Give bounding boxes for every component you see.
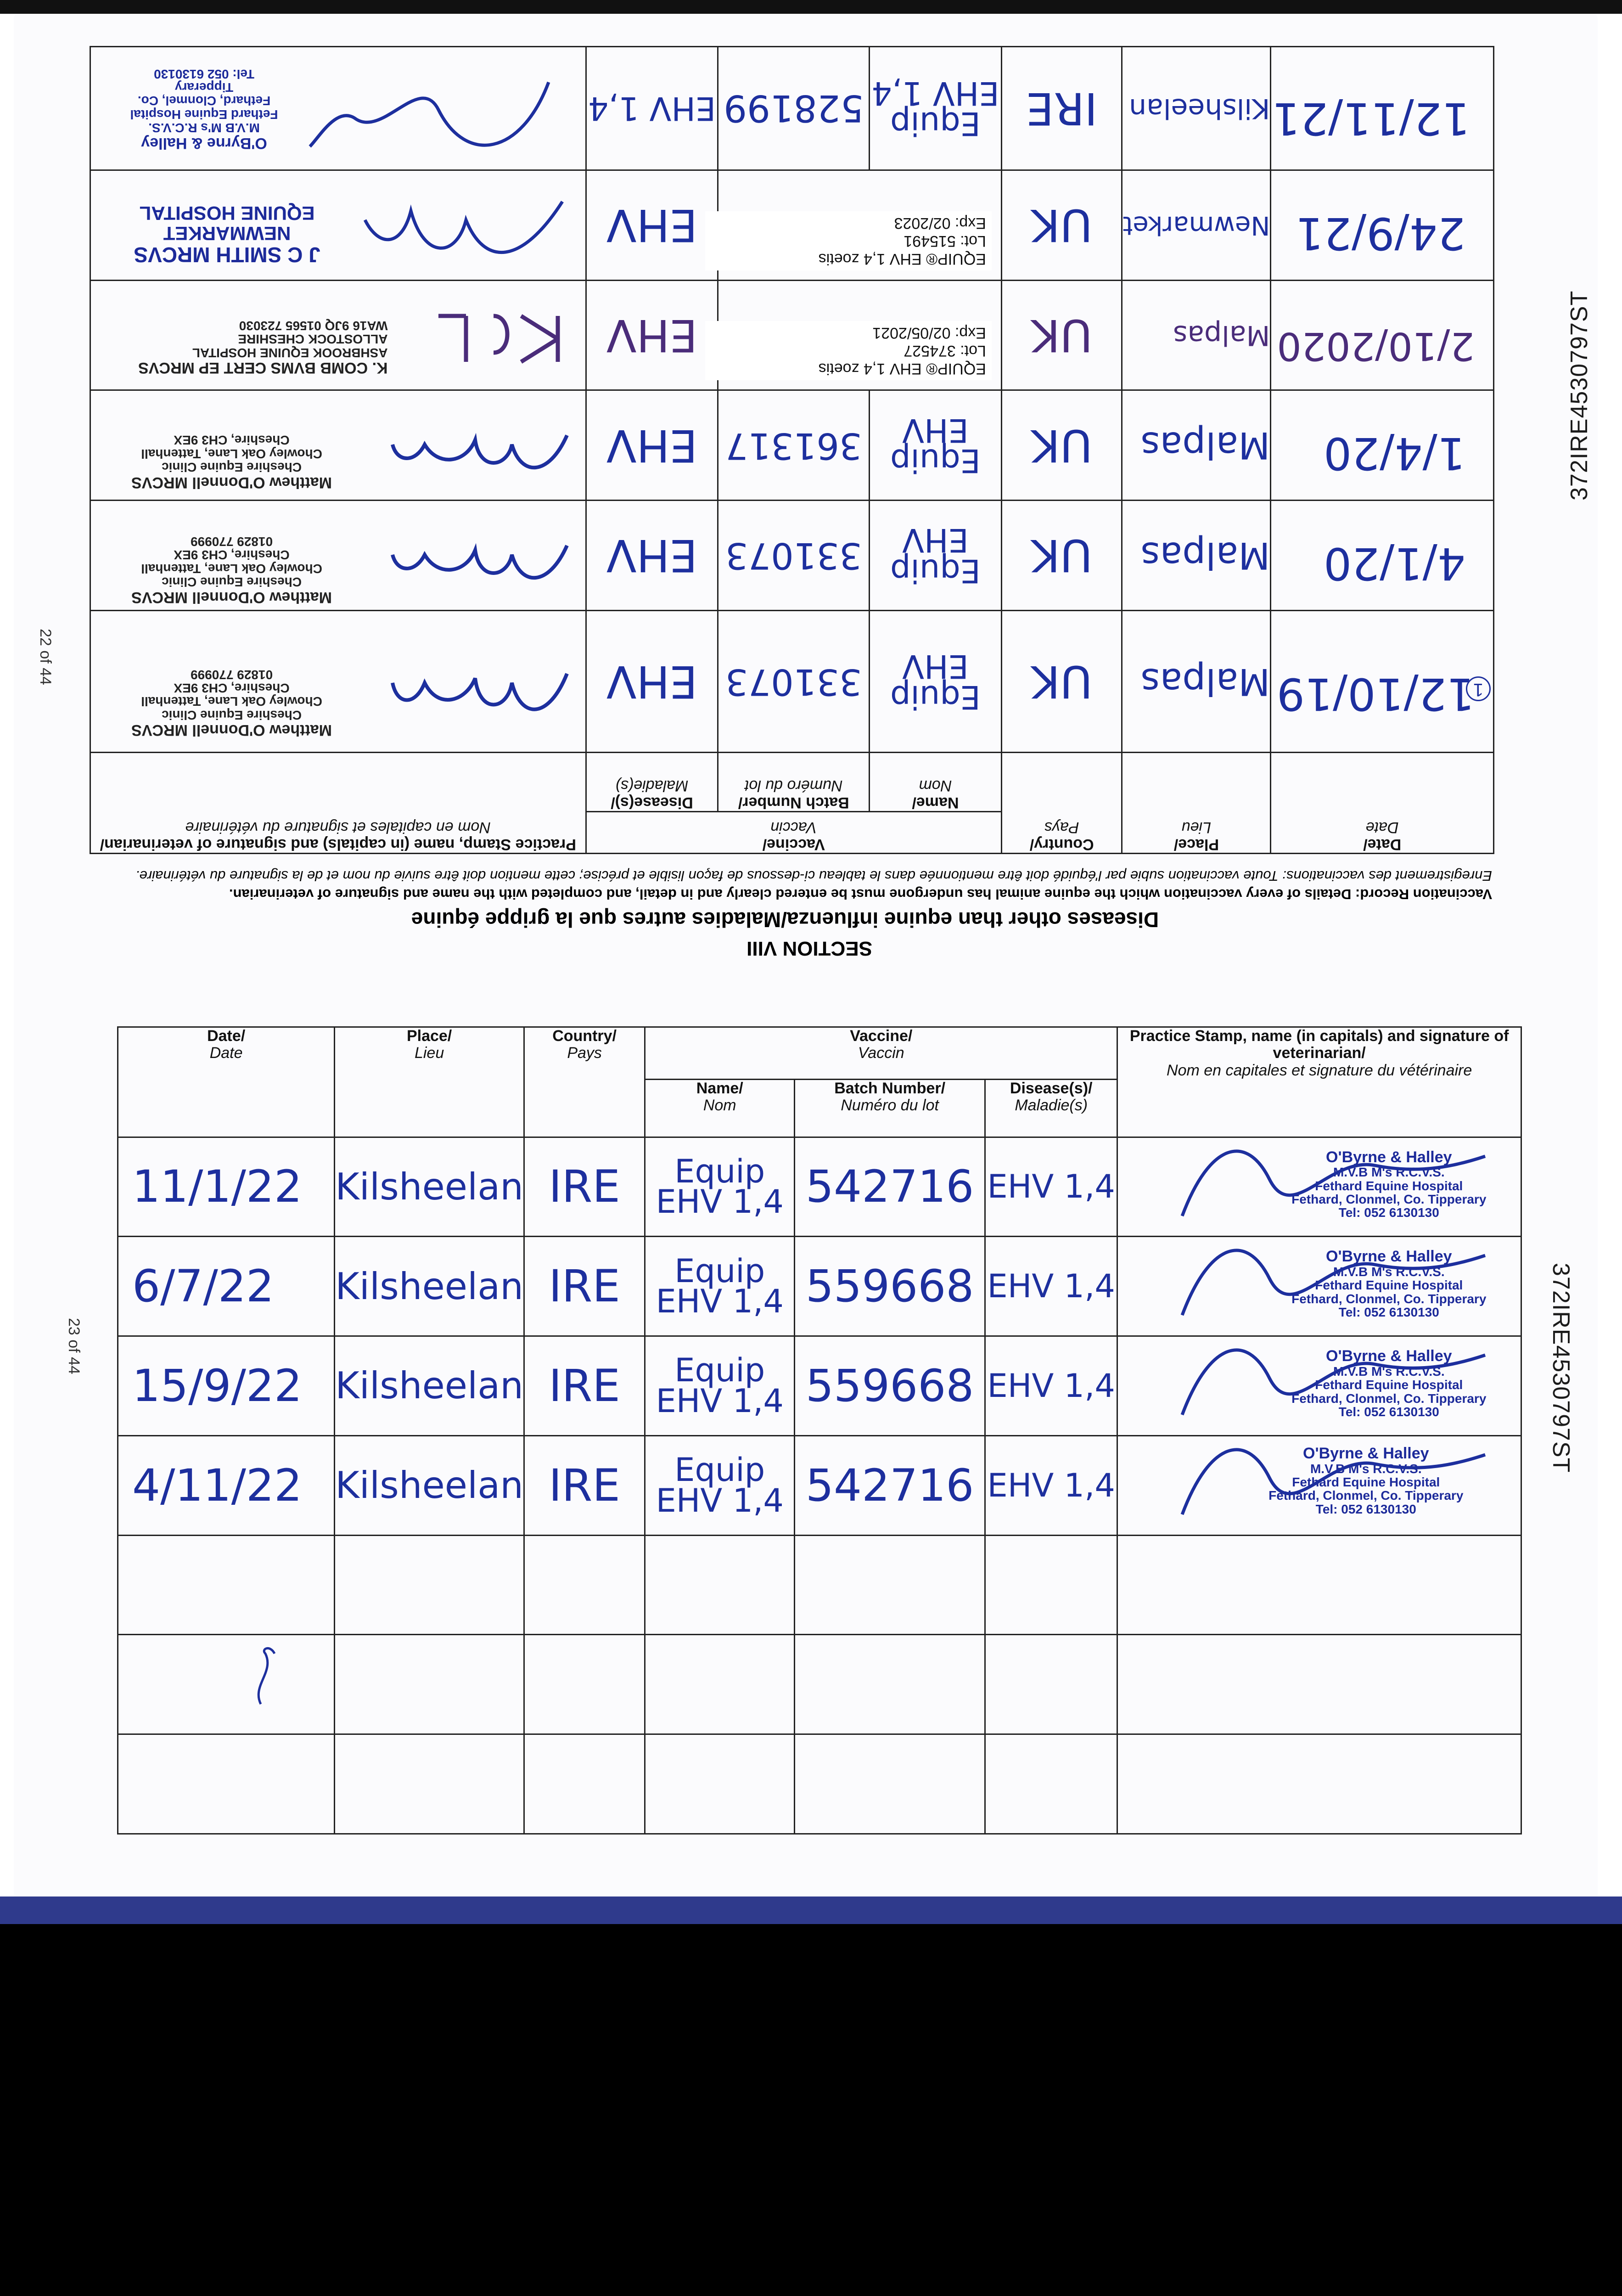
batch-entry: 331073 <box>725 661 862 703</box>
section-title: Diseases other than equine influenza/Maladies autres que la grippe équine <box>411 908 1159 932</box>
vaccine-name-entry: Equip EHV 1,4 <box>656 1351 784 1420</box>
vet-signature <box>1164 1337 1494 1424</box>
vaccine-name-entry: Equip EHV <box>890 411 981 480</box>
vaccine-name-entry: Equip EHV 1,4 <box>871 74 999 143</box>
place-entry: Malpas <box>1140 424 1270 467</box>
col-vaccine: Vaccine/ Vaccin <box>586 812 1001 854</box>
batch-entry: 542716 <box>805 1459 974 1511</box>
place-entry: Kilsheelan <box>335 1165 523 1208</box>
place-entry: Malpas <box>1140 660 1270 703</box>
date-entry: 24/9/21 <box>1295 207 1465 259</box>
vet-stamp: O'Byrne & Halley M.V.B M's R.C.V.S. Fethard Equine Hospital Fethard, Clonmel, Co. Tipperary Tel: 052 6130130 <box>130 67 278 152</box>
page-22-number-holder <box>17 629 73 685</box>
batch-entry: 361317 <box>725 424 862 466</box>
vet-signature <box>383 646 576 738</box>
vaccine-name-entry: Equip EHV 1,4 <box>656 1152 784 1221</box>
table-row <box>90 610 1494 753</box>
vet-stamp: O'Byrne & Halley M.V.B M's R.C.V.S. Fethard Equine Hospital Fethard, Clonmel, Co. Tipperary Tel: 052 6130130 <box>1268 1444 1464 1516</box>
place-entry: Kilsheelan <box>335 1464 523 1507</box>
col-date: Date/ Date <box>118 1027 335 1137</box>
disease-entry: EHV 1,4 <box>987 1466 1115 1504</box>
vet-signature <box>301 68 558 165</box>
table-row <box>90 280 1494 390</box>
batch-entry: 528199 <box>724 87 864 130</box>
col-country: Country/ Pays <box>1001 753 1122 854</box>
vet-stamp: Matthew O'Donnell MRCVS Cheshire Equine Clinic Chowley Oak Lane, Tattenhall Cheshire, CH3 9EX 01829 770999 <box>131 534 332 606</box>
passport-page-22 <box>14 14 1598 960</box>
vet-stamp: K. COMB BVMS CERT EP MRCVS ASHBROOK EQUINE HOSPITAL ALLOSTOCK CHESHIRE WA16 9JQ 01565 723030 <box>138 318 388 377</box>
vet-signature <box>1164 1436 1494 1524</box>
disease-entry: EHV 1,4 <box>588 90 716 128</box>
disease-entry: EHV 1,4 <box>987 1267 1115 1305</box>
id-holder-bottom <box>1548 1263 1622 1473</box>
vet-stamp: J C SMITH MRCVS NEWMARKET EQUINE HOSPITAL <box>134 203 320 267</box>
vaccination-table-22 <box>90 46 1494 854</box>
col-place: Place/ Lieu <box>335 1027 524 1137</box>
date-entry: 4/1/20 <box>1324 537 1465 589</box>
vaccine-sticker: EQUIP® EHV 1,4 zoetis Lot: 515491 Exp: 02/2023 <box>705 211 992 270</box>
vet-stamp: O'Byrne & Halley M.V.B M's R.C.V.S. Fethard Equine Hospital Fethard, Clonmel, Co. Tipperary Tel: 052 6130130 <box>1291 1248 1487 1320</box>
disease-entry: EHV <box>606 199 698 251</box>
vet-stamp: O'Byrne & Halley M.V.B M's R.C.V.S. Fethard Equine Hospital Fethard, Clonmel, Co. Tipperary Tel: 052 6130130 <box>1291 1148 1487 1220</box>
vaccine-name-entry: Equip EHV 1,4 <box>656 1451 784 1519</box>
country-entry: UK <box>1031 656 1093 708</box>
col-batch: Batch Number/ Numéro du lot <box>795 1080 985 1137</box>
scan-background <box>0 1924 1622 2296</box>
empty-row <box>118 1734 1521 1834</box>
vet-signature <box>383 412 576 490</box>
scan-edge-top <box>0 0 1622 14</box>
batch-entry: 559668 <box>805 1261 974 1312</box>
table-row <box>118 1137 1521 1237</box>
country-entry: IRE <box>1026 82 1098 134</box>
vet-stamp: Matthew O'Donnell MRCVS Cheshire Equine Clinic Chowley Oak Lane, Tattenhall Cheshire, CH3 9EX <box>131 433 332 491</box>
disease-entry: EHV <box>606 419 698 471</box>
section-heading: SECTION VIII <box>746 937 872 960</box>
col-stamp: Practice Stamp, name (in capitals) and signature of veterinarian/ Nom en capitales et signature du vétérinaire <box>1117 1027 1521 1137</box>
country-entry: IRE <box>549 1360 620 1412</box>
col-place: Place/ Lieu <box>1122 753 1271 854</box>
col-date: Date/ Date <box>1271 753 1494 854</box>
row-index: 1 <box>1466 676 1491 701</box>
empty-row <box>118 1635 1521 1734</box>
batch-entry: 559668 <box>805 1360 974 1412</box>
vaccine-sticker: EQUIP® EHV 1,4 zoetis Lot: 374527 Exp: 02/05/2021 <box>705 321 992 380</box>
place-entry: Kilsheelan <box>335 1364 523 1407</box>
date-entry: 12/11/21 <box>1272 92 1470 144</box>
table-row <box>90 47 1494 170</box>
date-entry: 15/9/22 <box>132 1360 303 1412</box>
vet-stamp: Matthew O'Donnell MRCVS Cheshire Equine Clinic Chowley Oak Lane, Tattenhall Cheshire, CH3 9EX 01829 770999 <box>131 667 332 739</box>
date-entry: 11/1/22 <box>132 1161 303 1213</box>
col-stamp: Practice Stamp, name (in capitals) and signature of veterinarian/ Nom en capitales et signature du vétérinaire <box>90 753 586 854</box>
table-row <box>118 1237 1521 1336</box>
date-entry: 2/10/2020 <box>1277 324 1475 369</box>
col-name: Name/ Nom <box>870 753 1002 812</box>
place-entry: Malpas <box>1140 534 1270 577</box>
passport-page-23 <box>14 960 1598 1896</box>
passport-id: 372IRE4530797ST <box>1566 290 1593 501</box>
passport-id: 372IRE4530797ST <box>1548 1263 1574 1473</box>
intro-text-fr: Enregistrement des vaccinations: Toute vaccination subie par l'équidé doit être mentionnée dans le tableau ci-dessous de façon lisible et précise; cette mention doit être suivie du nom et de la signature du vétérinaire. <box>135 868 1492 884</box>
col-country: Country/ Pays <box>524 1027 645 1137</box>
place-entry: Newmarket <box>1122 210 1270 240</box>
passport-cover-edge <box>0 1896 1622 1924</box>
id-holder-top <box>1566 290 1622 528</box>
table-row <box>118 1336 1521 1436</box>
vaccination-table-23 <box>117 1026 1522 1835</box>
col-disease: Disease(s)/ Maladie(s) <box>985 1080 1117 1137</box>
vet-signature <box>356 188 576 275</box>
disease-entry: EHV 1,4 <box>987 1367 1115 1405</box>
batch-entry: 542716 <box>805 1161 974 1213</box>
date-entry: 4/11/22 <box>132 1459 303 1511</box>
disease-entry: EHV <box>606 309 698 361</box>
vet-signature <box>1164 1138 1494 1225</box>
vet-signature <box>393 302 576 380</box>
page-number: 23 of 44 <box>65 1318 83 1374</box>
place-entry: Kilsheelan <box>1129 92 1270 124</box>
country-entry: UK <box>1031 529 1093 581</box>
page-22-rotated <box>14 14 1598 960</box>
vet-signature <box>383 523 576 601</box>
table-row <box>90 390 1494 501</box>
country-entry: IRE <box>549 1161 620 1213</box>
vet-signature <box>1164 1237 1494 1324</box>
country-entry: UK <box>1031 309 1093 361</box>
vet-stamp: O'Byrne & Halley M.V.B M's R.C.V.S. Fethard Equine Hospital Fethard, Clonmel, Co. Tipperary Tel: 052 6130130 <box>1291 1347 1487 1419</box>
place-entry: Malpas <box>1173 319 1270 351</box>
date-entry: 6/7/22 <box>132 1261 274 1312</box>
vaccine-name-entry: Equip EHV <box>890 647 981 716</box>
col-batch: Batch Number/ Numéro du lot <box>718 753 870 812</box>
batch-entry: 331073 <box>725 535 862 576</box>
country-entry: IRE <box>549 1459 620 1511</box>
col-vaccine: Vaccine/ Vaccin <box>645 1027 1117 1080</box>
page-number: 22 of 44 <box>37 629 55 685</box>
disease-entry: EHV <box>606 656 698 708</box>
country-entry: UK <box>1031 199 1093 251</box>
country-entry: IRE <box>549 1261 620 1312</box>
col-name: Name/ Nom <box>645 1080 795 1137</box>
col-disease: Disease(s)/ Maladie(s) <box>586 753 718 812</box>
disease-entry: EHV 1,4 <box>987 1168 1115 1206</box>
date-entry: 1/4/20 <box>1324 427 1465 479</box>
date-entry: 12/10/19 <box>1276 668 1475 720</box>
empty-row <box>118 1535 1521 1635</box>
table-row <box>118 1435 1521 1535</box>
table-row <box>90 170 1494 280</box>
intro-text-en: Vaccination Record: Details of every vaccination which the equine animal has undergone must be entered clearly and in detail, and completed with the name and signature of veterinarian. <box>229 886 1492 902</box>
vaccine-name-entry: Equip EHV 1,4 <box>656 1252 784 1321</box>
disease-entry: EHV <box>606 529 698 581</box>
pen-mark <box>247 1644 284 1709</box>
table-row <box>90 500 1494 610</box>
place-entry: Kilsheelan <box>335 1265 523 1308</box>
country-entry: UK <box>1031 419 1093 471</box>
vaccine-name-entry: Equip EHV <box>890 521 981 590</box>
